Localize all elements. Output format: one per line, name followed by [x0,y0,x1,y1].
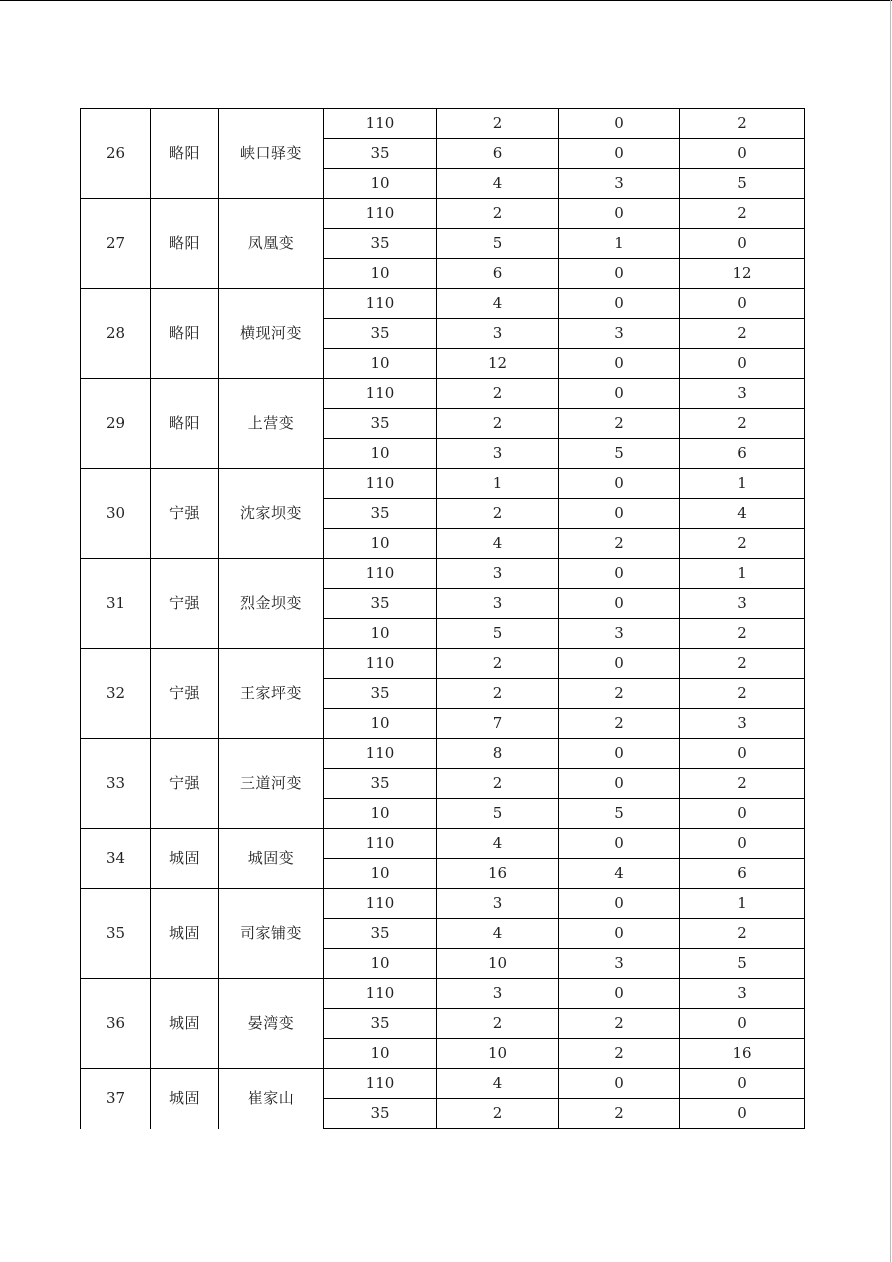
count-cell-b: 0 [559,649,680,679]
row-number-cell: 32 [81,649,151,739]
voltage-level-cell: 110 [324,829,437,859]
count-cell-b: 0 [559,109,680,139]
count-cell-a: 2 [437,769,559,799]
count-cell-b: 5 [559,799,680,829]
count-cell-c: 0 [680,1009,805,1039]
voltage-level-cell: 10 [324,259,437,289]
voltage-level-cell: 35 [324,1009,437,1039]
row-number-cell: 34 [81,829,151,889]
voltage-level-cell: 110 [324,649,437,679]
count-cell-b: 3 [559,169,680,199]
count-cell-b: 0 [559,829,680,859]
substation-name-cell: 横现河变 [219,289,324,379]
voltage-level-cell: 110 [324,889,437,919]
count-cell-a: 5 [437,229,559,259]
count-cell-a: 3 [437,979,559,1009]
voltage-level-cell: 10 [324,709,437,739]
count-cell-a: 6 [437,139,559,169]
voltage-level-cell: 35 [324,139,437,169]
count-cell-c: 3 [680,379,805,409]
count-cell-c: 2 [680,199,805,229]
count-cell-a: 8 [437,739,559,769]
voltage-level-cell: 10 [324,1039,437,1069]
count-cell-b: 2 [559,1099,680,1129]
count-cell-c: 1 [680,889,805,919]
count-cell-b: 0 [559,379,680,409]
row-number-cell: 30 [81,469,151,559]
row-number-cell: 33 [81,739,151,829]
count-cell-b: 0 [559,349,680,379]
count-cell-a: 3 [437,559,559,589]
count-cell-b: 0 [559,469,680,499]
row-number-cell: 36 [81,979,151,1069]
count-cell-c: 3 [680,979,805,1009]
count-cell-b: 3 [559,319,680,349]
count-cell-c: 5 [680,949,805,979]
county-cell: 城固 [151,889,219,979]
count-cell-a: 5 [437,619,559,649]
count-cell-a: 4 [437,529,559,559]
substation-name-cell: 烈金坝变 [219,559,324,649]
count-cell-c: 2 [680,319,805,349]
count-cell-c: 5 [680,169,805,199]
count-cell-a: 6 [437,259,559,289]
voltage-level-cell: 110 [324,1069,437,1099]
table-row [81,199,805,229]
count-cell-a: 10 [437,949,559,979]
voltage-level-cell: 10 [324,169,437,199]
row-number-cell: 31 [81,559,151,649]
voltage-level-cell: 35 [324,1099,437,1129]
count-cell-c: 6 [680,439,805,469]
county-cell: 宁强 [151,649,219,739]
voltage-level-cell: 10 [324,529,437,559]
voltage-level-cell: 110 [324,559,437,589]
count-cell-b: 0 [559,769,680,799]
count-cell-b: 4 [559,859,680,889]
count-cell-c: 2 [680,769,805,799]
count-cell-b: 2 [559,679,680,709]
count-cell-b: 0 [559,589,680,619]
count-cell-a: 2 [437,499,559,529]
count-cell-c: 4 [680,499,805,529]
count-cell-c: 1 [680,559,805,589]
count-cell-c: 0 [680,829,805,859]
count-cell-b: 2 [559,1009,680,1039]
substation-name-cell: 沈家坝变 [219,469,324,559]
count-cell-a: 3 [437,889,559,919]
count-cell-b: 0 [559,259,680,289]
substation-name-cell: 凤凰变 [219,199,324,289]
count-cell-c: 2 [680,619,805,649]
count-cell-b: 0 [559,1069,680,1099]
count-cell-a: 2 [437,109,559,139]
table-row [81,649,805,679]
table-row [81,289,805,319]
voltage-level-cell: 35 [324,769,437,799]
count-cell-c: 2 [680,409,805,439]
voltage-level-cell: 110 [324,199,437,229]
count-cell-b: 5 [559,439,680,469]
count-cell-c: 2 [680,109,805,139]
row-number-cell: 35 [81,889,151,979]
substation-name-cell: 司家铺变 [219,889,324,979]
count-cell-c: 0 [680,139,805,169]
county-cell: 城固 [151,1069,219,1129]
table-row [81,1069,805,1099]
count-cell-a: 2 [437,1009,559,1039]
voltage-level-cell: 35 [324,229,437,259]
voltage-level-cell: 110 [324,469,437,499]
count-cell-c: 0 [680,799,805,829]
count-cell-a: 2 [437,199,559,229]
voltage-level-cell: 10 [324,799,437,829]
count-cell-c: 16 [680,1039,805,1069]
county-cell: 略阳 [151,199,219,289]
count-cell-c: 0 [680,349,805,379]
voltage-level-cell: 35 [324,499,437,529]
count-cell-c: 1 [680,469,805,499]
count-cell-b: 0 [559,889,680,919]
substation-name-cell: 王家坪变 [219,649,324,739]
substation-name-cell: 晏湾变 [219,979,324,1069]
voltage-level-cell: 10 [324,949,437,979]
count-cell-b: 1 [559,229,680,259]
count-cell-b: 0 [559,289,680,319]
count-cell-c: 0 [680,1099,805,1129]
count-cell-c: 0 [680,1069,805,1099]
voltage-level-cell: 35 [324,319,437,349]
count-cell-a: 3 [437,439,559,469]
voltage-level-cell: 35 [324,409,437,439]
voltage-level-cell: 10 [324,439,437,469]
count-cell-a: 4 [437,289,559,319]
table-row [81,829,805,859]
row-number-cell: 29 [81,379,151,469]
count-cell-b: 2 [559,1039,680,1069]
substation-table [80,108,805,1129]
county-cell: 城固 [151,829,219,889]
county-cell: 略阳 [151,109,219,199]
count-cell-b: 0 [559,739,680,769]
voltage-level-cell: 110 [324,979,437,1009]
count-cell-b: 0 [559,139,680,169]
substation-name-cell: 崔家山 [219,1069,324,1129]
county-cell: 略阳 [151,289,219,379]
count-cell-a: 3 [437,319,559,349]
page-top-rule [0,0,892,1]
count-cell-c: 2 [680,679,805,709]
count-cell-a: 10 [437,1039,559,1069]
table-body [81,109,805,1129]
count-cell-c: 6 [680,859,805,889]
count-cell-a: 4 [437,919,559,949]
substation-name-cell: 三道河变 [219,739,324,829]
count-cell-a: 4 [437,829,559,859]
voltage-level-cell: 10 [324,859,437,889]
voltage-level-cell: 10 [324,619,437,649]
count-cell-a: 2 [437,379,559,409]
count-cell-c: 2 [680,649,805,679]
count-cell-a: 2 [437,649,559,679]
county-cell: 宁强 [151,469,219,559]
count-cell-a: 16 [437,859,559,889]
table-row [81,379,805,409]
count-cell-a: 2 [437,679,559,709]
count-cell-b: 0 [559,559,680,589]
substation-name-cell: 城固变 [219,829,324,889]
count-cell-a: 7 [437,709,559,739]
count-cell-c: 2 [680,529,805,559]
row-number-cell: 28 [81,289,151,379]
table-row [81,739,805,769]
count-cell-b: 2 [559,709,680,739]
row-number-cell: 26 [81,109,151,199]
count-cell-c: 0 [680,229,805,259]
substation-name-cell: 上营变 [219,379,324,469]
county-cell: 略阳 [151,379,219,469]
count-cell-c: 12 [680,259,805,289]
count-cell-a: 4 [437,1069,559,1099]
count-cell-b: 3 [559,619,680,649]
count-cell-b: 0 [559,979,680,1009]
count-cell-c: 3 [680,709,805,739]
count-cell-c: 0 [680,739,805,769]
count-cell-b: 3 [559,949,680,979]
substation-name-cell: 峡口驿变 [219,109,324,199]
count-cell-a: 2 [437,409,559,439]
voltage-level-cell: 110 [324,379,437,409]
table-row [81,469,805,499]
count-cell-a: 4 [437,169,559,199]
table-row [81,979,805,1009]
count-cell-b: 2 [559,529,680,559]
county-cell: 城固 [151,979,219,1069]
page-right-edge [890,0,891,1262]
voltage-level-cell: 110 [324,739,437,769]
table-row [81,889,805,919]
voltage-level-cell: 110 [324,109,437,139]
county-cell: 宁强 [151,559,219,649]
voltage-level-cell: 35 [324,919,437,949]
count-cell-a: 2 [437,1099,559,1129]
row-number-cell: 27 [81,199,151,289]
county-cell: 宁强 [151,739,219,829]
count-cell-b: 2 [559,409,680,439]
table-row [81,559,805,589]
count-cell-a: 3 [437,589,559,619]
count-cell-b: 0 [559,499,680,529]
voltage-level-cell: 110 [324,289,437,319]
voltage-level-cell: 10 [324,349,437,379]
count-cell-c: 2 [680,919,805,949]
count-cell-a: 5 [437,799,559,829]
count-cell-b: 0 [559,919,680,949]
count-cell-b: 0 [559,199,680,229]
count-cell-a: 12 [437,349,559,379]
count-cell-c: 3 [680,589,805,619]
voltage-level-cell: 35 [324,679,437,709]
count-cell-a: 1 [437,469,559,499]
row-number-cell: 37 [81,1069,151,1129]
voltage-level-cell: 35 [324,589,437,619]
table-row [81,109,805,139]
count-cell-c: 0 [680,289,805,319]
